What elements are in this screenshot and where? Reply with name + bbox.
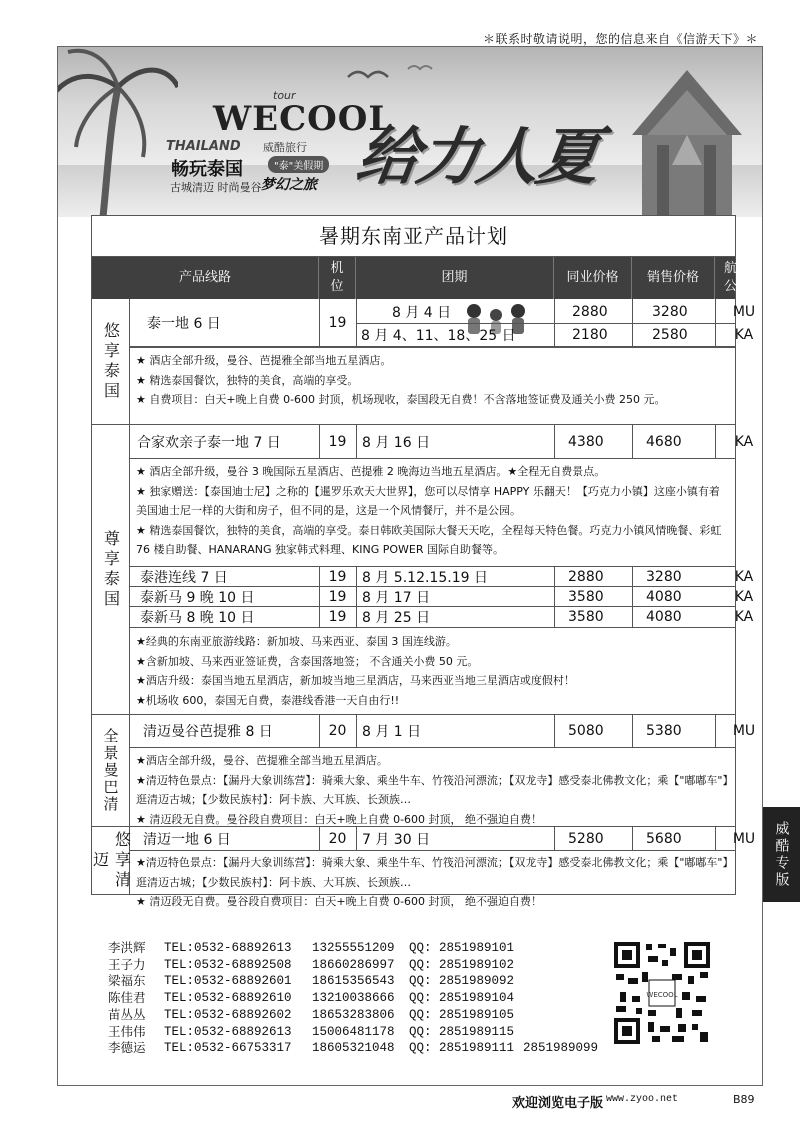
seats-cell: 20 [328,830,347,847]
header-seats: 机位 [319,257,356,299]
trade-price-cell: 2880 [572,303,608,320]
section-label: 全景曼巴清 [92,715,130,827]
contact-name: 梁福东 [108,973,146,989]
airline-cell: KA [734,327,754,343]
contact-row [108,1040,598,1057]
contact-name: 王子力 [108,956,146,972]
note-line: ★清迈特色景点：【漏丹大象训练营】：骑乘大象、乘坐牛车、竹筏沿河漂流；【双龙寺】感受泰北佛教文化；乘【"嘟嘟车"】逛清迈古城；【少数民族村】：阿卡族、大耳族、长颈族… [136,773,728,806]
section-notes [130,348,735,425]
table-row [130,425,754,459]
seats-cell: 19 [328,588,347,605]
svg-text:WECOOL: WECOOL [646,991,678,999]
airline-cell: KA [734,433,754,450]
airline-cell: KA [734,609,754,625]
trade-price-cell: 5280 [568,830,604,847]
sale-price-cell: 5380 [646,723,682,739]
contact-name: 李德运 [108,1040,146,1056]
contact-qq: QQ: 2851989102 [409,957,515,972]
contact-row [108,957,598,974]
contact-name: 陈佳君 [108,990,146,1006]
sale-price-cell: 2580 [652,327,688,343]
promo-badge: "泰"美假期 [268,156,329,173]
sale-price-cell: 4080 [646,609,682,625]
ad-frame [57,46,763,1086]
note-line: ★清迈特色景点：【漏丹大象训练营】：骑乘大象、乘坐牛车、竹筏沿河漂流；【双龙寺】感受泰北佛教文化；乘【"嘟嘟车"】逛清迈古城；【少数民族村】：阿卡族、大耳族、长颈族… [136,856,728,889]
qr-code-icon[interactable] [612,940,712,1046]
table-row [130,715,756,748]
route-cell: 泰一地 6 日 [147,316,221,332]
contact-tel: TEL:0532-68892613 [164,941,292,955]
note-line: ★经典的东南亚旅游线路：新加坡、马来西亚、泰国 3 国连线游。 [136,635,457,648]
temple-icon [612,65,762,215]
table-row [130,567,754,587]
table-row [130,607,754,628]
route-cell: 泰新马 9 晚 10 日 [140,589,255,606]
route-cell: 泰新马 8 晚 10 日 [140,610,255,626]
contact-list [108,940,598,1057]
contact-tel: TEL:0532-68892602 [164,1007,292,1022]
note-line: ★ 自费项目：白天+晚上自费 0-600 封顶，机场现收，泰国段无自费！不含落地签证费及通关小费 250 元。 [136,393,666,406]
contact-tel: TEL:0532-68892601 [164,974,292,989]
table-row [130,827,756,851]
header-dates: 团期 [356,257,554,299]
date-cell: 8 月 5.12.15.19 日 [362,569,488,586]
section-notes [130,459,735,567]
route-cell: 泰港连线 7 日 [140,569,228,586]
contact-qq: QQ: 2851989115 [409,1024,515,1039]
airline-cell: KA [734,588,754,605]
contact-mobile: 18605321048 [312,1041,395,1056]
sale-price-cell: 5680 [646,830,682,847]
note-line: ★ 精选泰国餐饮，独特的美食，高端的享受。 [136,373,359,387]
section-label: 悠享泰国 [92,299,130,425]
banner [58,47,762,217]
palm-tree-icon [58,47,178,217]
note-line: ★ 清迈段无自费。曼谷段自费项目：白天+晚上自费 0-600 封顶， 绝不强迫自费！ [136,895,543,908]
note-line: ★酒店全部升级，曼谷、芭提雅全部当地五星酒店。 [136,754,388,767]
promo-subtitle-2: 梦幻之旅 [261,177,317,193]
contact-row [108,973,598,990]
route-cell: 清迈曼谷芭提雅 8 日 [143,724,273,740]
airline-cell: MU [732,723,756,739]
note-line: ★机场收 600，泰国无自费，泰港线香港一天自由行!! [136,693,400,707]
date-cell: 7 月 30 日 [362,831,431,848]
table-row [130,324,754,347]
table-header [92,257,735,299]
table-row [130,299,756,332]
date-cell: 8 月 1 日 [362,724,422,740]
seats-cell: 19 [328,568,347,585]
airline-cell: KA [734,568,754,585]
header-trade-price: 同业价格 [554,257,632,299]
trade-price-cell: 2880 [568,568,604,585]
contact-name: 王伟伟 [108,1023,146,1039]
note-line: ★含新加坡、马来西亚签证费，含泰国落地签； 不含通关小费 50 元。 [136,654,479,668]
contact-qq: QQ: 2851989111 [409,1041,515,1056]
airline-cell: MU [732,303,756,320]
contact-tel: TEL:0532-68892613 [164,1024,292,1039]
contact-mobile: 18653283806 [312,1007,395,1022]
section-notes [130,628,735,715]
contact-tel: TEL:0532-66753317 [164,1041,292,1056]
contact-row [108,940,598,957]
sale-price-cell: 4680 [646,433,682,450]
header-sale-price: 销售价格 [632,257,715,299]
contact-mobile: 13255551209 [312,941,395,955]
note-line: ★ 精选泰国餐饮，独特的美食，高端的享受。泰日韩欧美国际大餐天天吃，全程每天特色餐。巧克力小镇风情晚餐、彩虹 76 楼自助餐、HANARANG 独家韩式料理、KING POWER 国际自助餐等。 [136,523,722,556]
seats-cell: 19 [328,433,347,450]
section-notes [130,748,735,827]
promo-title: 畅玩泰国 [171,159,243,180]
contact-row [108,1007,598,1024]
header-airline: 航空公司 [723,261,750,294]
note-line: ★酒店升级：泰国当地五星酒店，新加坡当地三星酒店，马来西亚当地三星酒店或度假村！ [136,674,575,687]
contact-mobile: 13210038666 [312,991,395,1006]
seagull-icon [328,57,448,97]
promo-subtitle: 古城清迈 时尚曼谷 [170,181,262,194]
brand-sub: tour [273,89,296,102]
country-label: THAILAND [166,139,241,154]
contact-row [108,1024,598,1041]
route-cell: 合家欢亲子泰一地 7 日 [137,434,281,451]
airline-cell: MU [732,830,756,847]
note-line: ★ 清迈段无自费。曼谷段自费项目：白天+晚上自费 0-600 封顶， 绝不强迫自费！ [136,812,543,826]
contact-qq-extra: 2851989099 [523,1041,599,1056]
trade-price-cell: 3580 [568,609,604,625]
seats-cell: 19 [328,315,347,331]
contact-mobile: 18660286997 [312,957,395,972]
trade-price-cell: 4380 [568,433,604,450]
date-cell: 8 月 17 日 [362,589,431,606]
contact-qq: QQ: 2851989092 [409,974,515,989]
trade-price-cell: 3580 [568,588,604,605]
page-number: B89 [733,1093,755,1106]
seats-cell: 20 [328,723,347,739]
contact-tel: TEL:0532-68892610 [164,991,292,1006]
trade-price-cell: 2180 [572,327,608,343]
note-line: ★ 酒店全部升级，曼谷、芭提雅全部当地五星酒店。 [136,354,392,367]
plan-title: 暑期东南亚产品计划 [92,216,735,257]
brand-logo: WECOOL [213,99,394,139]
footer-url[interactable]: www.zyoo.net [606,1094,679,1105]
contact-qq: QQ: 2851989105 [409,1007,515,1022]
sale-price-cell: 3280 [652,303,688,320]
section-notes [130,851,735,908]
brand-cn: 威酷旅行 [263,141,307,154]
route-cell: 清迈一地 6 日 [143,831,231,848]
slogan: 给力人夏 [352,120,603,193]
product-plan-table [90,215,756,908]
trade-price-cell: 5080 [568,723,604,739]
sale-price-cell: 4080 [646,588,682,605]
contact-mobile: 15006481178 [312,1024,395,1039]
contact-row [108,990,598,1007]
contact-name: 李洪辉 [108,940,146,955]
seats-cell: 19 [328,609,347,625]
date-cell: 8 月 4、11、18、25 日 [361,328,516,344]
sale-price-cell: 3280 [646,568,682,585]
contact-tel: TEL:0532-68892508 [164,957,292,972]
contact-mobile: 18615356543 [312,974,395,989]
side-tab: 威酷专版 [763,807,800,902]
header-route: 产品线路 [92,257,319,299]
contact-qq: QQ: 2851989101 [409,941,515,955]
footer-welcome: 欢迎浏览电子版 [512,1096,604,1111]
header-note: ＊联系时敬请说明，您的信息来自《信游天下》＊ [482,32,758,46]
contact-qq: QQ: 2851989104 [409,991,515,1006]
note-line: ★ 酒店全部升级，曼谷 3 晚国际五星酒店、芭提雅 2 晚海边当地五星酒店。★全程无自费景点。 [136,465,606,478]
date-cell: 8 月 25 日 [362,610,431,626]
table-row [130,587,754,607]
date-cell: 8 月 16 日 [362,434,431,451]
contact-name: 苗丛丛 [108,1006,146,1022]
section-label: 悠享清迈 [92,827,130,894]
note-line: ★ 独家赠送：【泰国迪士尼】之称的【暹罗乐欢天大世界】，您可以尽情享 HAPPY 乐翻天！【巧克力小镇】这座小镇有着美国迪士尼一样的大街和房子，但不同的是，这是一个风情餐厅，并不是公园。 [136,484,720,517]
date-cell: 8 月 4 日 [392,304,452,321]
section-label: 尊享泰国 [92,425,130,715]
